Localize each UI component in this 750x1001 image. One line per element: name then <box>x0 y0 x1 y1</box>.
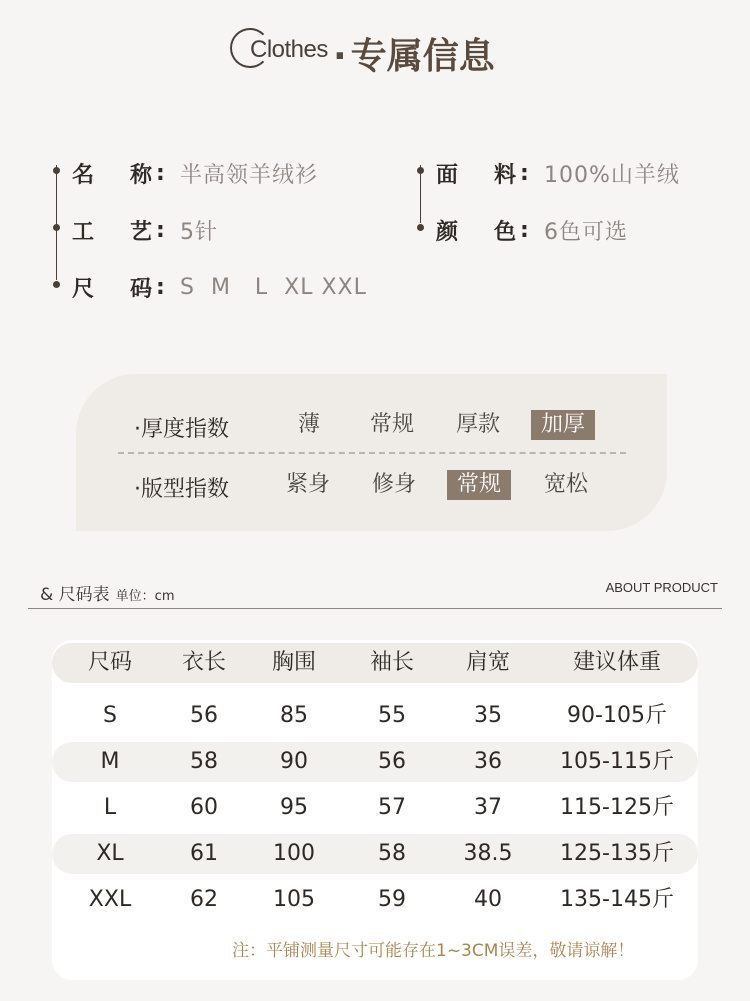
table-row <box>52 788 698 828</box>
bullet-dot <box>417 167 424 174</box>
table-cell: 37 <box>474 795 502 820</box>
table-cell: 95 <box>280 795 308 820</box>
table-cell: 55 <box>378 703 406 728</box>
table-cell: 59 <box>378 887 406 912</box>
colon: : <box>520 218 529 243</box>
thickness-option: 薄 <box>298 412 321 437</box>
table-cell: XXL <box>88 887 132 912</box>
label-char: 色 <box>494 220 517 245</box>
about-product-label: ABOUT PRODUCT <box>605 580 718 595</box>
title-text: 专属信息 <box>350 36 495 77</box>
table-header-cell: 尺码 <box>87 650 132 675</box>
table-cell: XL <box>96 841 124 866</box>
thickness-option: 常规 <box>370 412 415 437</box>
table-cell: 90 <box>280 749 308 774</box>
table-cell: 115-125斤 <box>560 795 674 820</box>
table-cell: 56 <box>190 703 218 728</box>
bullet-dot <box>53 167 60 174</box>
table-cell: 61 <box>190 841 218 866</box>
fit-index-label: ·版型指数 <box>134 477 229 502</box>
table-header-cell: 衣长 <box>181 650 226 675</box>
table-header-row <box>52 643 698 683</box>
bullet-dot <box>53 224 60 231</box>
index-panel <box>76 374 667 531</box>
page-title <box>333 28 495 79</box>
table-header-cell: 胸围 <box>271 650 316 675</box>
table-row <box>52 742 698 782</box>
panel-divider <box>118 452 626 454</box>
info-left-line <box>56 165 57 280</box>
fit-option-selected: 常规 <box>447 470 511 500</box>
table-cell: 105-115斤 <box>560 749 674 774</box>
table-cell: 105 <box>273 887 315 912</box>
label-char: 名 <box>72 163 95 188</box>
table-header-cell: 建议体重 <box>572 650 661 675</box>
label-char: 称 <box>130 163 153 188</box>
table-cell: 58 <box>190 749 218 774</box>
label-char: 料 <box>494 163 517 188</box>
table-cell: 38.5 <box>463 841 513 866</box>
thickness-index-label: ·厚度指数 <box>134 417 229 442</box>
title-dot: · <box>333 36 347 77</box>
colon: : <box>156 218 165 243</box>
label-char: 艺 <box>130 220 153 245</box>
bullet-dot <box>417 224 424 231</box>
table-cell: 60 <box>190 795 218 820</box>
table-cell: S <box>103 703 117 728</box>
table-cell: 58 <box>378 841 406 866</box>
fit-index-row <box>76 468 667 508</box>
table-cell: 90-105斤 <box>567 703 667 728</box>
info-material-value: 100%山羊绒 <box>544 163 680 188</box>
fit-option: 修身 <box>372 472 417 497</box>
thickness-option: 厚款 <box>456 412 501 437</box>
table-row <box>52 696 698 736</box>
table-cell: 85 <box>280 703 308 728</box>
size-chart-title: & 尺码表 <box>40 585 110 605</box>
header <box>0 22 750 82</box>
colon: : <box>520 161 529 186</box>
table-cell: 35 <box>474 703 502 728</box>
table-cell: 56 <box>378 749 406 774</box>
info-craft-value: 5针 <box>180 220 218 245</box>
table-cell: 57 <box>378 795 406 820</box>
thickness-option-selected: 加厚 <box>531 410 595 440</box>
table-cell: 100 <box>273 841 315 866</box>
table-cell: L <box>103 795 117 820</box>
info-color-value: 6色可选 <box>544 220 628 245</box>
logo-text: Clothes <box>250 36 328 63</box>
fit-option: 紧身 <box>286 472 331 497</box>
label-char: 工 <box>72 220 95 245</box>
table-cell: 36 <box>474 749 502 774</box>
bullet-dot <box>53 281 60 288</box>
table-row <box>52 834 698 874</box>
table-cell: 40 <box>474 887 502 912</box>
label-char: 面 <box>436 163 459 188</box>
fit-option: 宽松 <box>544 472 589 497</box>
thickness-index-row <box>76 408 667 448</box>
table-row <box>52 880 698 920</box>
size-chart-heading <box>40 580 174 605</box>
table-cell: 62 <box>190 887 218 912</box>
colon: : <box>156 161 165 186</box>
info-name-value: 半高领羊绒衫 <box>180 163 319 188</box>
table-cell: M <box>100 749 120 774</box>
measurement-note: 注：平铺测量尺寸可能存在1~3CM误差，敬请谅解！ <box>232 941 635 961</box>
colon: : <box>156 275 165 300</box>
label-char: 颜 <box>436 220 459 245</box>
label-char: 码 <box>130 277 153 302</box>
info-size-value: S M L XL XXL <box>180 275 367 300</box>
label-char: 尺 <box>72 277 95 302</box>
size-table-card <box>52 640 698 980</box>
table-cell: 135-145斤 <box>560 887 674 912</box>
table-cell: 125-135斤 <box>560 841 674 866</box>
table-header-cell: 袖长 <box>369 650 414 675</box>
size-chart-unit: 单位：cm <box>115 589 175 604</box>
heading-divider <box>28 608 722 609</box>
table-header-cell: 肩宽 <box>465 650 510 675</box>
